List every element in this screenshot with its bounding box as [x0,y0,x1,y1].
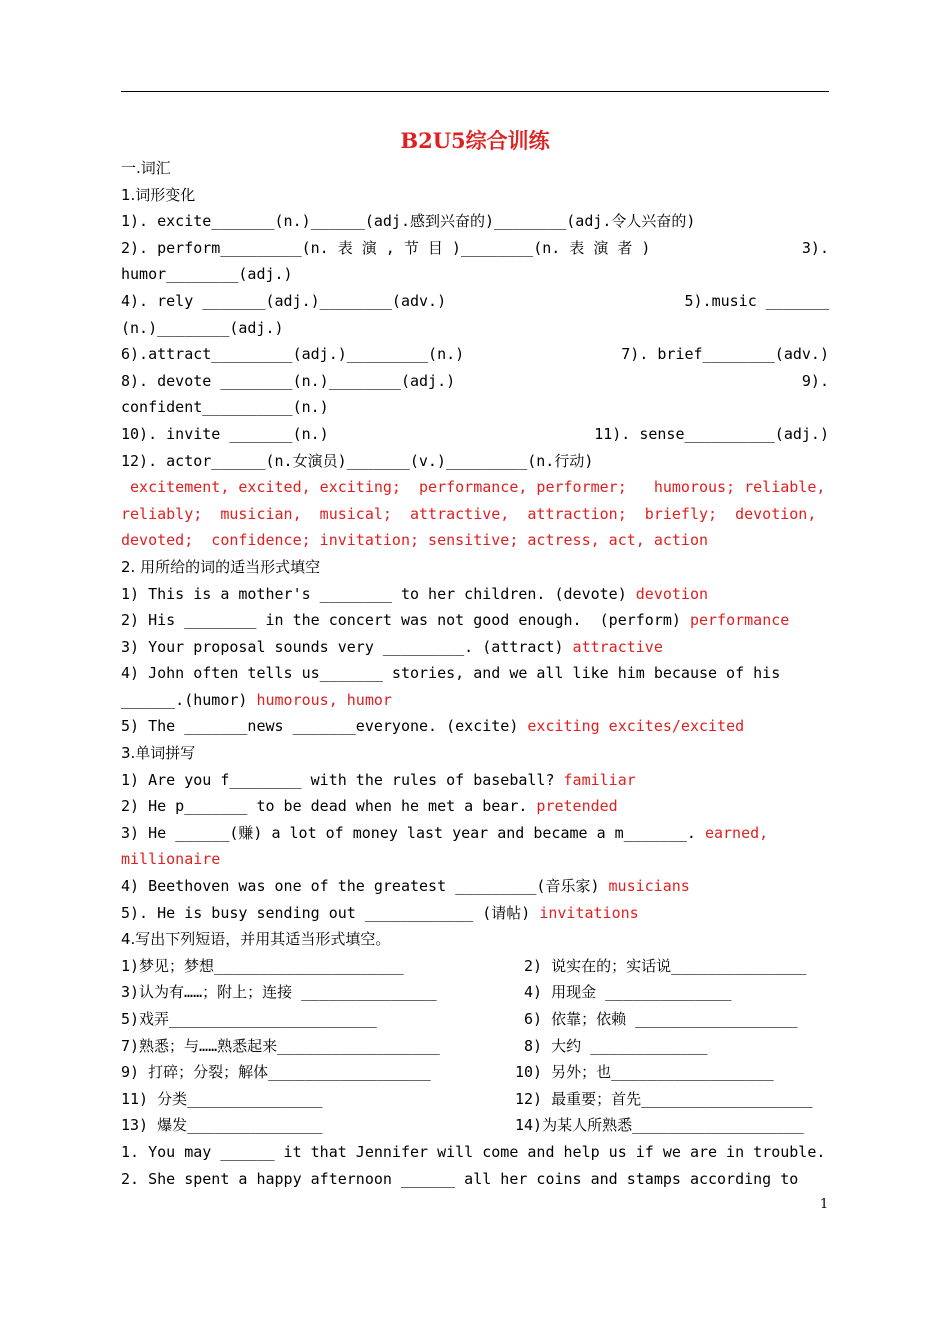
phrase-item: 3)认为有……；附上；连接 _______________ [121,983,437,1002]
answer-line: excitement, excited, exciting; performance, performer; humorous; reliable, [121,478,826,497]
answer-text: humorous, humor [256,690,392,709]
page-title: B2U5综合训练 [400,128,550,153]
phrase-item: 4) 用现金 ______________ [515,983,732,1002]
answer-text: musicians [608,877,690,896]
answer-line: devoted; confidence; invitation; sensitive; actress, act, action [121,531,708,550]
question-text: 5) The _______news _______everyone. (excite) [121,717,528,736]
phrase-item: 1)梦见；梦想_____________________ [121,956,404,975]
question-text: 3) Your proposal sounds very _________. (attract) [121,637,573,656]
question-line [121,341,829,368]
phrase-item: 7)熟悉；与……熟悉起来__________________ [121,1036,440,1055]
question-text: 2) His ________ in the concert was not good enough. (perform) [121,611,690,630]
question-line [121,687,829,714]
answer-line: millionaire [121,850,221,869]
question-text: ______.(humor) [121,690,257,709]
phrase-item: 13) 爆发_______________ [121,1116,323,1135]
answer-line: reliably; musician, musical; attractive, attraction; briefly; devotion, [121,504,817,523]
question-line [121,820,829,847]
answer-text: pretended [536,797,618,816]
phrase-item: 9) 打碎；分裂；解体__________________ [121,1063,431,1082]
phrase-item: 8) 大约 _____________ [515,1036,708,1055]
phrase-row [121,1086,829,1113]
question-text: 4). rely _______(adj.)________(adv.) [121,291,447,310]
phrase-item: 2) 说实在的；实话说_______________ [515,956,807,975]
question-line [121,793,829,820]
section-heading: 一.词汇 [121,159,171,177]
answer-text: invitations [539,903,639,922]
question-line [121,900,829,927]
question-text: 2). perform_________(n. 表 演 , 节 目 )________(n. 表 演 者 ) [121,238,651,257]
answer-text: devotion [635,584,709,603]
header-rule [121,91,829,92]
subsection-heading: 3.单词拼写 [121,744,196,763]
question-text: 2) He p_______ to be dead when he met a bear. [121,797,537,816]
question-text: 5).music _______ [684,291,829,310]
question-line: 4) John often tells us_______ stories, and we all like him because of his [121,664,781,683]
question-text: 5). He is busy sending out ____________ (请帖) [121,903,540,922]
question-line: humor________(adj.) [121,265,293,284]
phrase-item: 10) 另外；也__________________ [515,1063,774,1082]
phrase-row [121,1006,829,1033]
question-line [121,235,829,262]
question-text: 11). sense__________(adj.) [594,424,829,443]
phrase-row [121,1112,829,1139]
question-line [121,288,829,315]
answer-text: exciting excites/excited [527,717,745,736]
answer-text: familiar [563,770,636,789]
question-line [121,873,829,900]
question-line: (n.)________(adj.) [121,318,284,337]
worksheet-body [121,155,829,1192]
phrase-item: 12) 最重要；首先___________________ [515,1089,813,1108]
answer-text: earned, [704,823,769,842]
answer-text: attractive [572,637,663,656]
question-line [121,368,829,395]
phrase-row [121,979,829,1006]
question-line [121,581,829,608]
phrase-item: 14)为某人所熟悉___________________ [515,1116,804,1135]
sentence-line: 1. You may ______ it that Jennifer will come and help us if we are in trouble. [121,1142,826,1161]
question-line [121,713,829,740]
subsection-heading: 4.写出下列短语，并用其适当形式填空。 [121,930,391,949]
question-text: 1) Are you f________ with the rules of baseball? [121,770,564,789]
answer-text: performance [689,611,790,630]
question-text: 3) He ______(赚) a lot of money last year and became a m_______. [121,823,705,842]
question-line [121,634,829,661]
phrase-item: 6) 依靠；依赖 __________________ [515,1010,798,1028]
question-line: 1). excite_______(n.)______(adj.感到兴奋的)________(adj.令人兴奋的) [121,212,696,231]
subsection-heading: 2. 用所给的词的适当形式填空 [121,557,321,576]
question-text: 1) This is a mother's ________ to her children. (devote) [121,584,636,603]
phrase-row [121,1059,829,1086]
question-text: 7). brief________(adv.) [621,345,829,364]
question-text: 9). [801,371,829,390]
question-line: confident__________(n.) [121,398,329,417]
sentence-line: 2. She spent a happy afternoon ______ all her coins and stamps according to [121,1169,799,1188]
question-line [121,607,829,634]
question-line [121,421,829,448]
phrase-item: 11) 分类_______________ [121,1089,323,1108]
question-text: 6).attract_________(adj.)_________(n.) [121,345,465,364]
phrase-row [121,953,829,980]
subsection-heading: 1.词形变化 [121,185,196,204]
question-line: 12). actor______(n.女演员)_______(v.)_________(n.行动) [121,451,594,470]
page-number: 1 [820,1197,829,1212]
question-text: 10). invite _______(n.) [121,424,329,443]
question-text: 8). devote ________(n.)________(adj.) [121,371,456,390]
question-text: 3). [801,238,829,257]
phrase-item: 5)戏弄_______________________ [121,1010,377,1028]
phrase-row [121,1033,829,1060]
question-text: 4) Beethoven was one of the greatest _________(音乐家) [121,877,609,896]
question-line [121,767,829,794]
